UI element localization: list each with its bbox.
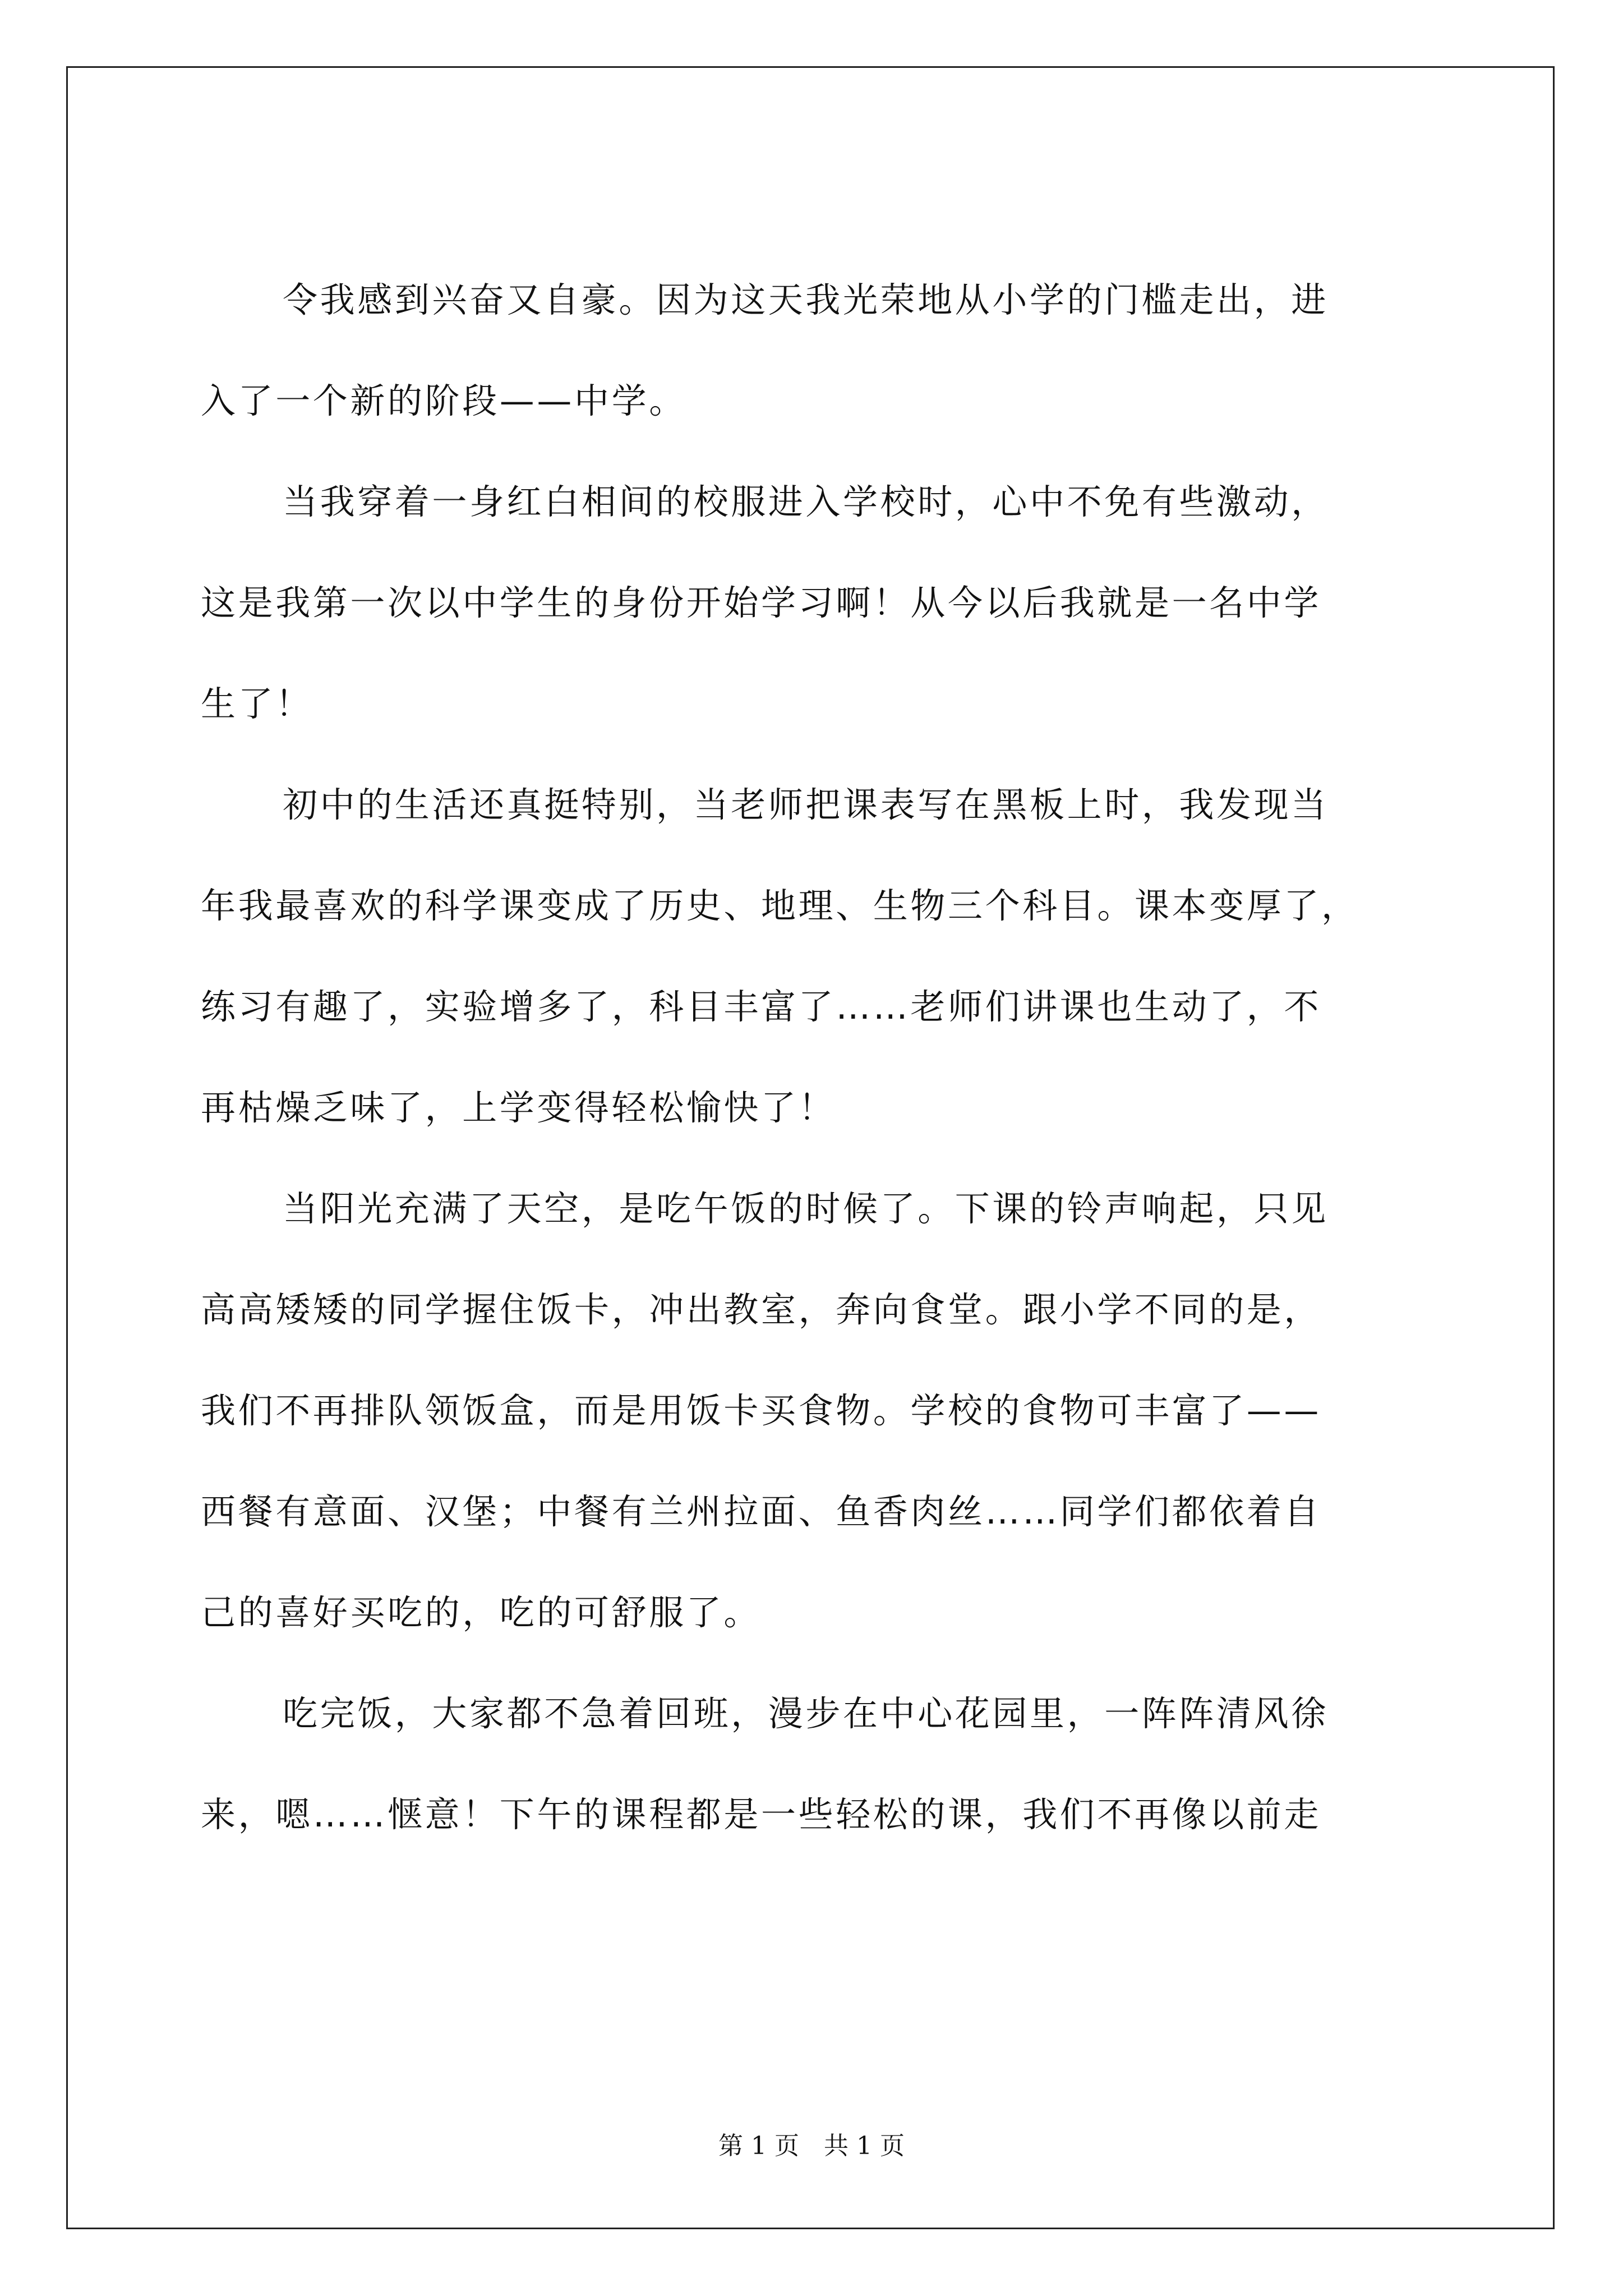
paragraph-4-line-4: 西餐有意面、汉堡；中餐有兰州拉面、鱼香肉丝……同学们都依着自: [201, 1491, 1322, 1532]
paragraph-3-line-3: 练习有趣了，实验增多了，科目丰富了……老师们讲课也生动了，不: [201, 986, 1322, 1027]
paragraph-4-line-3: 我们不再排队领饭盒，而是用饭卡买食物。学校的食物可丰富了——: [201, 1390, 1322, 1431]
paragraph-2-line-1: 当我穿着一身红白相间的校服进入学校时，心中不免有些激动，: [283, 481, 1329, 522]
paragraph-4-line-5: 己的喜好买吃的，吃的可舒服了。: [201, 1592, 762, 1633]
paragraph-5-line-2: 来，嗯……惬意！下午的课程都是一些轻松的课，我们不再像以前走: [201, 1794, 1322, 1835]
paragraph-2-line-2: 这是我第一次以中学生的身份开始学习啊！从今以后我就是一名中学: [201, 582, 1322, 623]
paragraph-3-line-1: 初中的生活还真挺特别，当老师把课表写在黑板上时，我发现当: [283, 784, 1329, 825]
paragraph-1-line-2: 入了一个新的阶段——中学。: [201, 380, 686, 421]
page-footer: 第 1 页 共 1 页: [718, 2132, 905, 2160]
paragraph-3-line-2: 年我最喜欢的科学课变成了历史、地理、生物三个科目。课本变厚了，: [201, 885, 1359, 926]
paragraph-4-line-1: 当阳光充满了天空，是吃午饭的时候了。下课的铃声响起，只见: [283, 1188, 1329, 1229]
paragraph-3-line-4: 再枯燥乏味了，上学变得轻松愉快了！: [201, 1087, 836, 1128]
paragraph-1-line-1: 令我感到兴奋又自豪。因为这天我光荣地从小学的门槛走出，进: [283, 279, 1329, 320]
paragraph-5-line-1: 吃完饭，大家都不急着回班，漫步在中心花园里，一阵阵清风徐: [283, 1693, 1329, 1734]
paragraph-2-line-3: 生了！: [201, 683, 313, 724]
paragraph-4-line-2: 高高矮矮的同学握住饭卡，冲出教室，奔向食堂。跟小学不同的是，: [201, 1289, 1322, 1330]
